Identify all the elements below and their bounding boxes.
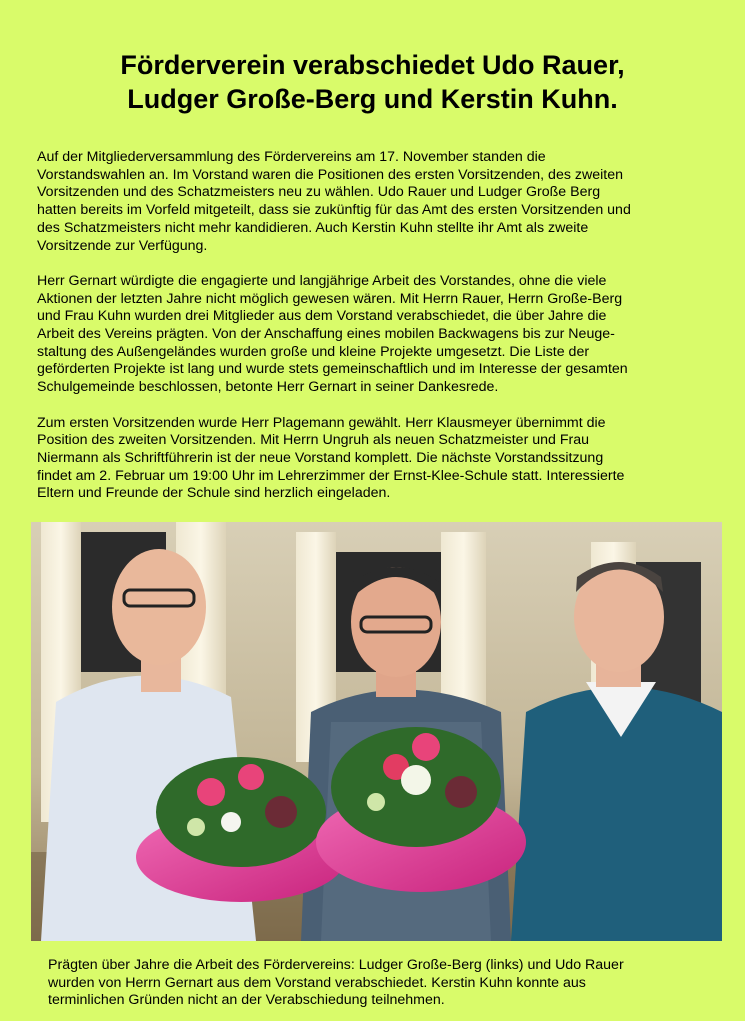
paragraph-line: Niermann als Schriftführerin ist der neue Vorstand komplett. Die nächste Vorstandssitzung (37, 449, 604, 466)
headline-line-2: Ludger Große-Berg und Kerstin Kuhn. (127, 84, 618, 114)
paragraph-3 (37, 415, 727, 504)
paragraph-line: Arbeit des Vereins prägten. Von der Anschaffung eines mobilen Backwagens bis zur Neuge- (37, 326, 615, 343)
caption-line: terminlichen Gründen nicht an der Verabschiedung teilnehmen. (48, 992, 445, 1008)
paragraph-line: und Frau Kuhn wurden drei Mitglieder aus dem Vorstand verabschiedet, die über Jahre die (37, 308, 607, 325)
paragraph-line: hatten bereits im Vorfeld mitgeteilt, dass sie zukünftig für das Amt des ersten Vorsitzenden und (37, 202, 631, 219)
paragraph-line: geförderten Projekte ist lang und wurde stets gemeinschaftlich und im Interesse der gesamten (37, 361, 628, 378)
paragraph-line: Vorsitzende zur Verfügung. (37, 237, 208, 254)
paragraph-line: Zum ersten Vorsitzenden wurde Herr Plagemann gewählt. Herr Klausmeyer übernimmt die (37, 414, 606, 431)
group-photo (31, 522, 722, 941)
headline (0, 48, 745, 116)
paragraph-line: Schulgemeinde beschlossen, betonte Herr Gernart in seiner Dankesrede. (37, 379, 499, 396)
paragraph-line: staltung des Außengeländes wurden große und kleine Projekte umgesetzt. Die Liste der (37, 343, 590, 360)
paragraph-line: Auf der Mitgliederversammlung des Fördervereins am 17. November standen die (37, 149, 546, 165)
article-body (37, 149, 727, 521)
paragraph-line: Eltern und Freunde der Schule sind herzlich eingeladen. (37, 485, 391, 502)
paragraph-line: Position des zweiten Vorsitzenden. Mit Herrn Ungruh als neuen Schatzmeister und Frau (37, 432, 590, 449)
paragraph-line: Aktionen der letzten Jahre nicht möglich gewesen wären. Mit Herrn Rauer, Herrn Große-Berg (37, 290, 623, 307)
group-photo-illustration (31, 522, 722, 941)
caption-line: wurden von Herrn Gernart aus dem Vorstand verabschiedet. Kerstin Kuhn konnte aus (48, 974, 586, 991)
paragraph-line: Vorsitzenden und des Schatzmeisters neu zu wählen. Udo Rauer und Ludger Große Berg (37, 184, 601, 201)
photo-caption (48, 957, 728, 1010)
headline-line-1: Förderverein verabschiedet Udo Rauer, (120, 50, 625, 80)
paragraph-line: findet am 2. Februar um 19:00 Uhr im Lehrerzimmer der Ernst-Klee-Schule statt. Interessierte (37, 467, 625, 484)
paragraph-line: Vorstandswahlen an. Im Vorstand waren die Positionen des ersten Vorsitzenden, des zweiten (37, 166, 623, 183)
caption-line: Prägten über Jahre die Arbeit des Fördervereins: Ludger Große-Berg (links) und Udo Rauer (48, 957, 624, 973)
paragraph-1 (37, 149, 727, 255)
paragraph-line: Herr Gernart würdigte die engagierte und langjährige Arbeit des Vorstandes, ohne die viele (37, 272, 607, 289)
paragraph-line: des Schatzmeisters nicht mehr kandidieren. Auch Kerstin Kuhn stellte ihr Amt als zweite (37, 219, 589, 236)
paragraph-2 (37, 273, 727, 397)
